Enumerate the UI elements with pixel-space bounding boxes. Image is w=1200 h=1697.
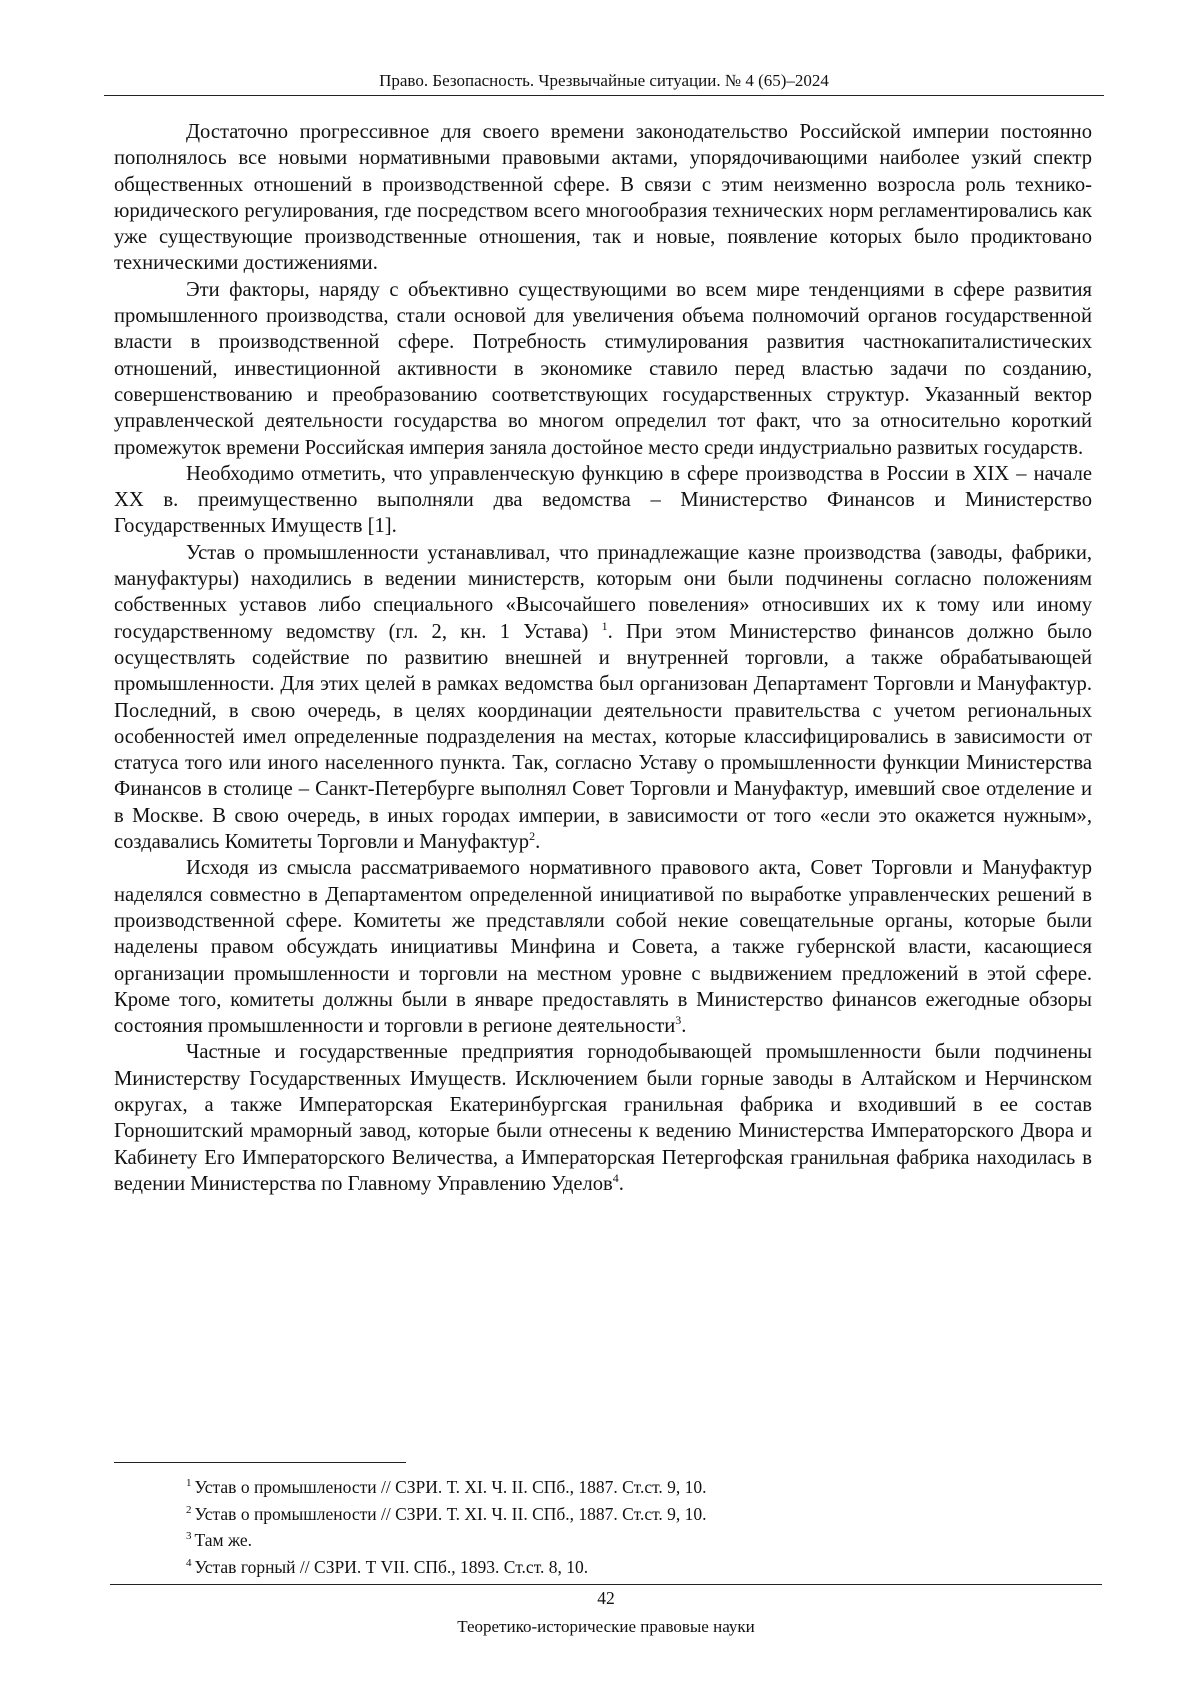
footnote-3	[186, 1527, 1086, 1554]
footnote-1	[186, 1474, 1086, 1501]
article-body	[114, 119, 1092, 1197]
paragraph-6-text-a: Частные и государственные предприятия горнодобывающей промышленности были подчинены Министерству Государственных Имуществ. Исключением были горные заводы в Алтайском и Нерчинском округах, а также Императорская Екатеринбургская гранильная фабрика и входивший в ее состав Горношитский мраморный завод, которые были отнесены к ведению Министерства Императорского Двора и Кабинету Его Императорского Величества, а Императорская Петергофская гранильная фабрика находилась в ведении Министерства по Главному Управлению Уделов	[114, 1041, 1092, 1195]
footnote-ref-3: 3	[675, 1013, 682, 1028]
paragraph-3	[114, 461, 1092, 540]
page-number: 42	[597, 1588, 615, 1608]
footnote-2	[186, 1501, 1086, 1528]
paragraph-1	[114, 119, 1092, 277]
footnote-number: 4	[186, 1556, 192, 1569]
footnote-number: 1	[186, 1477, 192, 1490]
paragraph-5	[114, 855, 1092, 1039]
footer-rule	[110, 1584, 1102, 1585]
paragraph-2-text: Эти факторы, наряду с объективно существующими во всем мире тенденциями в сфере развития промышленного производства, стали основой для увеличения объема полномочий органов государственной власти в производственной сфере. Потребность стимулирования развития частнокапиталистических отношений, инвестиционной активности в экономике ставило перед властью задачи по созданию, совершенствованию и преобразованию соответствующих государственных структур. Указанный вектор управленческой деятельности государства во многом определил тот факт, что за относительно короткий промежуток времени Российская империя заняла достойное место среди индустриально развитых государств.	[114, 278, 1092, 459]
footnote-number: 3	[186, 1530, 192, 1543]
paragraph-5-text-b: .	[681, 1015, 687, 1038]
paragraph-6-text-b: .	[618, 1172, 624, 1195]
footnote-text: Устав о промышлености // СЗРИ. Т. XI. Ч. II. СПб., 1887. Ст.ст. 9, 10.	[194, 1477, 707, 1497]
footnote-ref-1: 1	[601, 618, 608, 633]
running-head: Право. Безопасность. Чрезвычайные ситуации. № 4 (65)–2024	[379, 71, 829, 90]
paragraph-4	[114, 540, 1092, 856]
paragraph-1-text: Достаточно прогрессивное для своего времени законодательство Российской империи постоянно пополнялось все новыми нормативными правовыми актами, упорядочивающими наиболее узкий спектр общественных отношений в производственной сфере. В связи с этим неизменно возросла роль технико-юридического регулирования, где посредством всего многообразия технических норм регламентировались как уже существующие производственные отношения, так и новые, появление которых было продиктовано техническими достижениями.	[114, 121, 1092, 275]
paragraph-5-text-a: Исходя из смысла рассматриваемого нормативного правового акта, Совет Торговли и Мануфактур наделялся совместно в Департаментом определенной инициативой по выработке управленческих решений в производственной сфере. Комитеты же представляли собой некие совещательные органы, которые были наделены правом обсуждать инициативы Минфина и Совета, а также губернской власти, касающиеся организации промышленности и торговли на местном уровне с выдвижением предложений в этой сфере. Кроме того, комитеты должны были в январе предоставлять в Министерство финансов ежегодные обзоры состояния промышленности и торговли в регионе деятельности	[114, 857, 1092, 1038]
header-rule	[104, 95, 1104, 96]
paragraph-2	[114, 277, 1092, 461]
footnote-4	[186, 1554, 1086, 1581]
footnote-ref-2: 2	[529, 829, 536, 844]
footnote-text: Там же.	[194, 1530, 252, 1550]
footnote-ref-4: 4	[612, 1171, 619, 1186]
footnote-text: Устав горный // СЗРИ. Т VII. СПб., 1893. Ст.ст. 8, 10.	[194, 1556, 589, 1577]
footnote-number: 2	[186, 1503, 192, 1516]
footnotes	[186, 1474, 1086, 1580]
paragraph-4-text-b: . При этом Министерство финансов должно было осуществлять содействие по развитию внешней и внутренней торговли, а также обрабатывающей промышленности. Для этих целей в рамках ведомства был организован Департамент Торговли и Мануфактур. Последний, в свою очередь, в целях координации деятельности правительства с учетом региональных особенностей имел определенные подразделения на местах, которые классифицировались в зависимости от статуса того или иного населенного пункта. Так, согласно Уставу о промышленности функции Министерства Финансов в столице – Санкт-Петербурге выполнял Совет Торговли и Мануфактур, имевший свое отделение и в Москве. В свою очередь, в иных городах империи, в зависимости от того «если это окажется нужным», создавались Комитеты Торговли и Мануфактур	[114, 620, 1093, 854]
paragraph-3-text: Необходимо отметить, что управленческую функцию в сфере производства в России в XIX – начале XX в. преимущественно выполняли два ведомства – Министерство Финансов и Министерство Государственных Имуществ [1].	[114, 462, 1092, 538]
paragraph-4-text-a: Устав о промышленности устанавливал, что принадлежащие казне производства (заводы, фабрики, мануфактуры) находились в ведении министерств, которым они были подчинены согласно положениям собственных уставов либо специального «Высочайшего повеления» относивших их к тому или иному государственному ведомству (гл. 2, кн. 1 Устава)	[114, 541, 1092, 643]
paragraph-6	[114, 1039, 1092, 1197]
paragraph-4-text-c: .	[535, 831, 541, 854]
running-foot: Теоретико-исторические правовые науки	[457, 1617, 755, 1636]
footnote-separator	[114, 1462, 406, 1463]
footnote-text: Устав о промышлености // СЗРИ. Т. XI. Ч. II. СПб., 1887. Ст.ст. 9, 10.	[194, 1503, 707, 1524]
